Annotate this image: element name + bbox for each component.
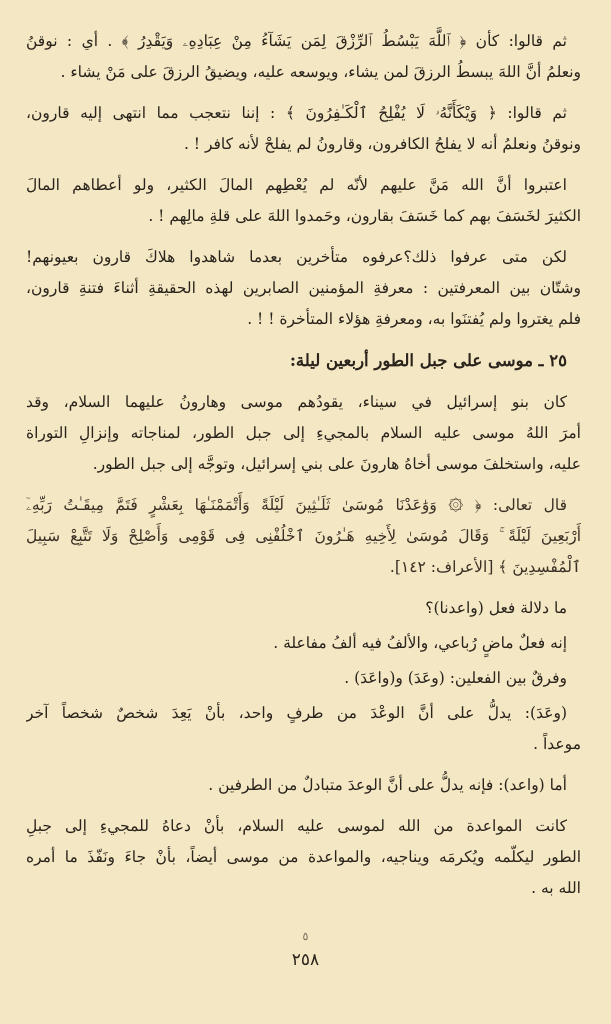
text-line: ونوقنُ ونعلمُ أنه لا يفلحُ الكافرون، وقارونُ لم يفلحْ لأنه كافر ! .	[183, 135, 581, 153]
paragraph-tur-intro	[26, 387, 581, 480]
paragraph-qarun-4	[26, 242, 581, 335]
answer-line	[26, 628, 581, 659]
text-line: ٱلْمُفْسِدِينَ ﴾ [الأعراف: ١٤٢].	[389, 558, 581, 576]
text-line: الكثيرَ لخَسَفَ بهم كما خَسَفَ بقارون، وحَمدوا اللهَ على قلةِ مالِهم ! .	[148, 207, 581, 225]
paragraph-waaada	[26, 770, 581, 801]
text-line: عليه، واستخلفَ موسى أخاهُ هارونَ على بني إسرائيل، وتوجَّه إلى جبل الطور.	[92, 455, 581, 473]
quran-verse-block	[26, 490, 581, 583]
paragraph-muwaada	[26, 811, 581, 904]
text-line: أما (واعد): فإنه يدلُّ على أنَّ الوعدَ متبادلٌ من الطرفين .	[208, 776, 567, 794]
text-line: ما دلالة فعل (واعدنا)؟	[425, 599, 567, 617]
question-line	[26, 593, 581, 624]
difference-line	[26, 663, 581, 694]
text-line: أَرْبَعِينَ لَيْلَةً ۚ وَقَالَ مُوسَىٰ لِأَخِيهِ هَـٰرُونَ ٱخْلُفْنِى فِى قَوْمِى وَأَصْلِحْ وَلَا تَتَّبِعْ سَبِيلَ	[26, 527, 581, 545]
text-line: ثم قالوا: كأن ﴿ ٱللَّهَ يَبْسُطُ ٱلرِّزْقَ لِمَن يَشَآءُ مِنْ عِبَادِهِۦ وَيَقْدِرُ ﴾ . أي : نوقنُ	[26, 32, 567, 50]
text-line: أمرَ اللهُ موسى عليه السلام بالمجيءِ إلى جبل الطور، لمناجاته وإنزالِ التوراة	[26, 424, 581, 442]
paragraph-qarun-1	[26, 26, 581, 88]
text-line: فلم يغتروا ولم يُفتنَوا به، ومعرفةِ هؤلاء المتأخرة ! ! .	[247, 310, 581, 328]
paragraph-waada	[26, 698, 581, 760]
text-line: ونعلمُ أنَّ اللهَ يبسطُ الرزقَ لمن يشاء، ويوسعه عليه، ويضيقُ الرزقَ على مَنْ يشاء .	[60, 63, 581, 81]
text-line: كانت المواعدة من الله لموسى عليه السلام، بأنْ دعاهُ للمجيءِ إلى جبلِ	[26, 817, 567, 835]
paragraph-qarun-3	[26, 170, 581, 232]
section-heading: ٢٥ ـ موسى على جبل الطور أربعين ليلة:	[289, 351, 567, 370]
text-line: ثم قالوا: ﴿ وَيْكَأَنَّهُۥ لَا يُفْلِحُ ٱلْكَـٰفِرُونَ ﴾ : إننا نتعجب مما انتهى إليه قارون،	[26, 104, 567, 122]
text-line: موعداً .	[533, 735, 581, 753]
text-line: لكن متى عرفوا ذلك؟عرفوه متأخرين بعدما شاهدوا هلاكَ قارون بعيونهم!	[26, 248, 567, 266]
page-number: ٢٥٨	[291, 950, 320, 970]
paragraph-qarun-2	[26, 98, 581, 160]
text-line: وشتّان بين المعرفتين : معرفةِ المؤمنين الصابرين لهذه الحقيقةِ أثناءَ فتنةِ قارون،	[26, 279, 581, 297]
text-line: (وعَدَ): يدلُّ على أنَّ الوعْدَ من طرفٍ واحد، بأنْ يَعِدَ شخصٌ شخصاً آخر	[26, 704, 567, 722]
text-line: إنه فعلٌ ماضٍ رُباعي، والألفُ فيه ألفُ مفاعلة .	[273, 634, 567, 652]
text-line: الله به .	[531, 879, 581, 897]
text-line: كان بنو إسرائيل في سيناء، يقودُهم موسى وهارونُ عليهما السلام، وقد	[26, 393, 567, 411]
text-line: الطور ليكلّمه ويُكرمَه ويناجيه، والمواعدة من موسى أيضاً، بأنْ جاءَ ونَفّذَ ما أمره	[26, 848, 581, 866]
signature-mark: ٥	[302, 930, 309, 943]
text-line: اعتبروا أنَّ الله مَنَّ عليهم لأنّه لم يُعْطِهم المالَ الكثير، ولو أعطاهم المالَ	[26, 176, 567, 194]
text-line: قال تعالى: ﴿ ۞ وَوَٰعَدْنَا مُوسَىٰ ثَلَـٰثِينَ لَيْلَةً وَأَتْمَمْنَـٰهَا بِعَشْرٍ فَتَمَّ مِيقَـٰتُ رَبِّهِۦٓ	[26, 496, 567, 514]
text-line: وفرقٌ بين الفعلين: (وعَدَ) و(واعَدَ) .	[344, 669, 567, 687]
